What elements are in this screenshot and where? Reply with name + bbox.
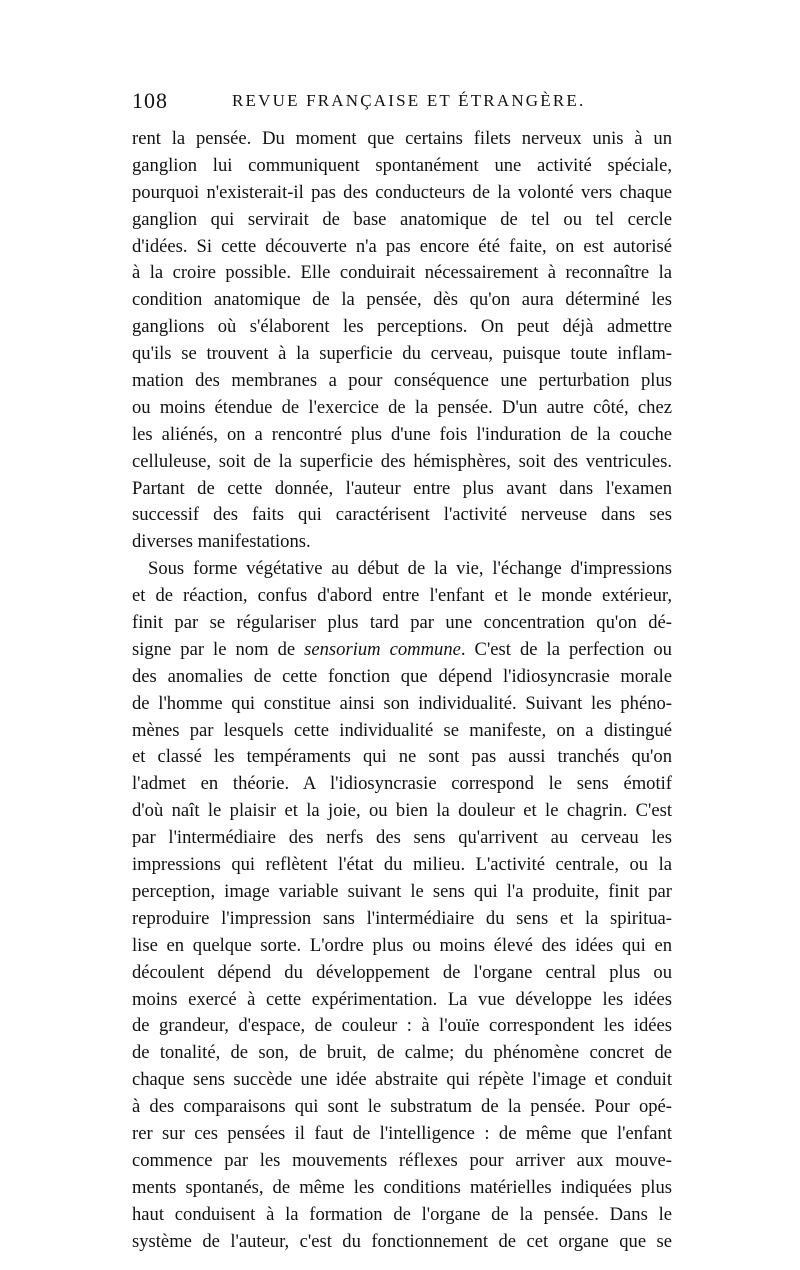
text-line: mènes par lesquels cette individualité se manifeste, on a distingué	[132, 719, 672, 741]
text-line: finit par se régulariser plus tard par une concentration qu'on dé-	[132, 612, 672, 634]
text-line: commence par les mouvements réflexes pour arriver aux mouve-	[132, 1149, 672, 1171]
text-line: celluleuse, soit de la superficie des hémisphères, soit des ventricules.	[132, 450, 672, 472]
text-line: de l'homme qui constitue ainsi son individualité. Suivant les phéno-	[132, 692, 672, 714]
text-line: signe par le nom de sensorium commune. C'est de la perfection ou	[132, 638, 672, 660]
text-line: rent la pensée. Du moment que certains filets nerveux unis à un	[132, 128, 672, 149]
text-line: ganglion qui servirait de base anatomique de tel ou tel cercle	[132, 208, 672, 230]
text-line: ou moins étendue de l'exercice de la pensée. D'un autre côté, chez	[132, 396, 672, 418]
text-line: d'idées. Si cette découverte n'a pas encore été faite, on est autorisé	[132, 235, 672, 257]
italic-term: sensorium commune	[304, 638, 461, 660]
text-line: chaque sens succède une idée abstraite qui répète l'image et conduit	[132, 1069, 672, 1091]
text-line: ganglions où s'élaborent les perceptions. On peut déjà admettre	[132, 316, 672, 338]
paragraph-2	[132, 556, 672, 1255]
text-line: par l'intermédiaire des nerfs des sens qu'arrivent au cerveau les	[132, 827, 672, 849]
text-line: diverses manifestations.	[132, 531, 311, 553]
text-line: des anomalies de cette fonction que dépend l'idiosyncrasie morale	[132, 665, 672, 687]
text-line: à la croire possible. Elle conduirait nécessairement à reconnaître la	[132, 262, 672, 284]
text-line: l'admet en théorie. A l'idiosyncrasie correspond le sens émotif	[132, 773, 672, 795]
text-line: d'où naît le plaisir et la joie, ou bien la douleur et le chagrin. C'est	[132, 800, 672, 822]
text-line: moins exercé à cette expérimentation. La vue développe les idées	[132, 988, 672, 1010]
text-line: condition anatomique de la pensée, dès qu'on aura déterminé les	[132, 289, 672, 311]
text-line: à des comparaisons qui sont le substratum de la pensée. Pour opé-	[132, 1096, 672, 1118]
text-line: ganglion lui communiquent spontanément une activité spéciale,	[132, 154, 672, 176]
text-line: successif des faits qui caractérisent l'activité nerveuse dans ses	[132, 504, 672, 526]
text-line: perception, image variable suivant le sens qui l'a produite, finit par	[132, 880, 672, 902]
text-line: Sous forme végétative au début de la vie, l'échange d'impressions	[148, 558, 672, 580]
text-line: les aliénés, on a rencontré plus d'une fois l'induration de la couche	[132, 423, 672, 445]
text-line: découlent dépend du développement de l'organe central plus ou	[132, 961, 672, 983]
text-line: mation des membranes a pour conséquence une perturbation plus	[132, 370, 672, 392]
page-number: 108	[132, 88, 168, 113]
body-text	[132, 126, 672, 1255]
text-line: haut conduisent à la formation de l'organe de la pensée. Dans le	[132, 1203, 672, 1225]
text-line: reproduire l'impression sans l'intermédiaire du sens et la spiritua-	[132, 907, 672, 929]
text-line: ments spontanés, de même les conditions matérielles indiquées plus	[132, 1176, 672, 1198]
text-line: de tonalité, de son, de bruit, de calme; du phénomène concret de	[132, 1042, 672, 1064]
text-line: et de réaction, confus d'abord entre l'enfant et le monde extérieur,	[132, 585, 672, 607]
text-line: Partant de cette donnée, l'auteur entre plus avant dans l'examen	[132, 477, 672, 499]
text-line: de grandeur, d'espace, de couleur : à l'ouïe correspondent les idées	[132, 1015, 672, 1037]
text-line: qu'ils se trouvent à la superficie du cerveau, puisque toute inflam-	[132, 343, 672, 365]
text-line: pourquoi n'existerait-il pas des conducteurs de la volonté vers chaque	[132, 181, 672, 203]
text-line: lise en quelque sorte. L'ordre plus ou moins élevé des idées qui en	[132, 934, 672, 956]
text-line: rer sur ces pensées il faut de l'intelligence : de même que l'enfant	[132, 1122, 672, 1144]
paragraph-1	[132, 126, 672, 556]
text-line: système de l'auteur, c'est du fonctionnement de cet organe que se	[132, 1230, 672, 1252]
text-line: impressions qui reflètent l'état du milieu. L'activité centrale, ou la	[132, 854, 672, 876]
running-head: REVUE FRANÇAISE ET ÉTRANGÈRE.	[232, 91, 586, 110]
page-header	[132, 88, 672, 118]
text-line: et classé les tempéraments qui ne sont pas aussi tranchés qu'on	[132, 746, 672, 768]
